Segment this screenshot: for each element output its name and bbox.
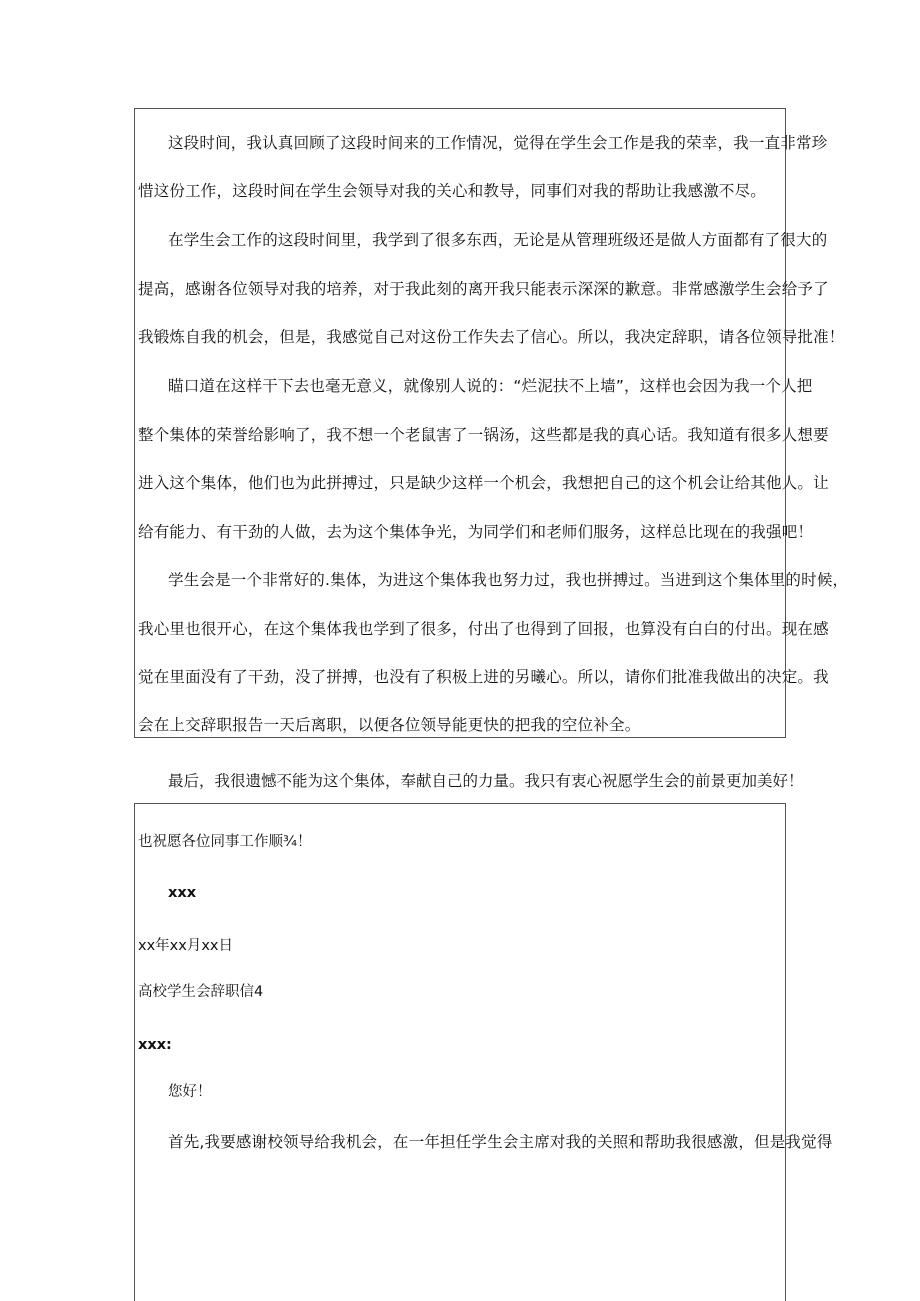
signature: xxx xyxy=(168,885,197,901)
paragraph-2-line-3: 我锻炼自我的机会，但是，我感觉自己对这份工作失去了信心。所以，我决定辞职，请各位领导批准！ xyxy=(138,328,845,346)
paragraph-3-line-4: 给有能力、有干劲的人做，去为这个集体争光，为同学们和老师们服务，这样总比现在的我强吧！ xyxy=(138,523,814,541)
closing-paragraph: 最后，我很遗憾不能为这个集体，奉献自己的力量。我只有衷心祝愿学生会的前景更加美好！ xyxy=(168,772,804,790)
greeting: 您好！ xyxy=(168,1084,212,1100)
paragraph-3-line-3: 进入这个集体，他们也为此拼搏过，只是缺少这样一个机会，我想把自己的这个机会让给其他人。让 xyxy=(138,474,829,492)
paragraph-4-line-4: 会在上交辞职报告一天后离职，以便各位领导能更快的把我的空位补全。 xyxy=(138,716,641,734)
letter-title: 高校学生会辞职信4 xyxy=(138,984,264,1000)
paragraph-4-line-3: 觉在里面没有了干劲，没了拼搏，也没有了积极上进的另曦心。所以，请你们批准我做出的决定。我 xyxy=(138,668,829,686)
salutation: xxx: xyxy=(138,1037,172,1053)
paragraph-3-line-2: 整个集体的荣誉给影响了，我不想一个老鼠害了一锅汤，这些都是我的真心话。我知道有很多人想要 xyxy=(138,426,829,444)
paragraph-2-line-2: 提高，感谢各位领导对我的培养，对于我此刻的离开我只能表示深深的歉意。非常感激学生会给予了 xyxy=(138,280,829,298)
date: xx年xx月xx日 xyxy=(138,938,233,954)
paragraph-2-line-1: 在学生会工作的这段时间里，我学到了很多东西，无论是从管理班级还是做人方面都有了很大的 xyxy=(168,231,828,249)
text-frame-bottom xyxy=(134,803,833,1301)
paragraph-4-line-2: 我心里也很开心，在这个集体我也学到了很多，付出了也得到了回报，也算没有白白的付出。现在感 xyxy=(138,620,829,638)
body-first-line: 首先,我要感谢校领导给我机会，在一年担任学生会主席对我的关照和帮助我很感激，但是我觉得 xyxy=(168,1133,833,1151)
paragraph-3-line-1: 瞄口道在这样干下去也毫无意义，就像别人说的：“烂泥扶不上墙”，这样也会因为我一个人把 xyxy=(168,377,813,395)
text-frame-top xyxy=(134,108,849,738)
wish-line: 也祝愿各位同事工作顺¾！ xyxy=(138,834,312,850)
paragraph-1-line-1: 这段时间，我认真回顾了这段时间来的工作情况，觉得在学生会工作是我的荣幸，我一直非常珍 xyxy=(168,134,828,152)
paragraph-4-line-1: 学生会是一个非常好的.集体，为进这个集体我也努力过，我也拼搏过。当进到这个集体里的时候， xyxy=(168,571,849,589)
paragraph-1-line-2: 惜这份工作，这段时间在学生会领导对我的关心和教导，同事们对我的帮助让我感激不尽。 xyxy=(138,182,767,200)
